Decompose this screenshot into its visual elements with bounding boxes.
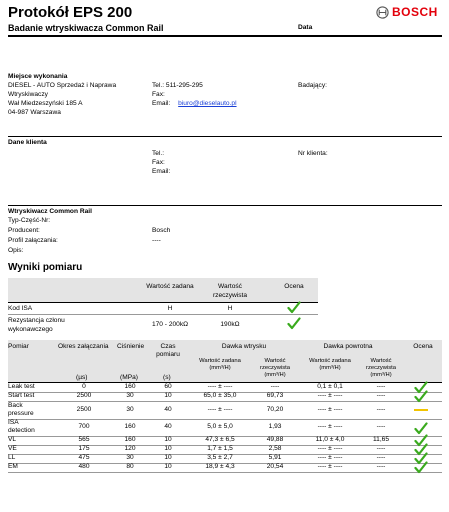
measure-cell-okres: 700 bbox=[78, 423, 90, 430]
header-divider bbox=[8, 35, 442, 37]
measure-cell-pwr: ---- bbox=[376, 392, 386, 399]
injector-type-label: Typ-Część-Nr: bbox=[8, 217, 51, 224]
measure-row-label: Start test bbox=[8, 392, 35, 399]
measure-cell-czas: 10 bbox=[164, 463, 172, 470]
measure-cell-okres: 175 bbox=[78, 445, 90, 452]
measure-cell-pwr: 11,65 bbox=[372, 436, 389, 443]
measure-cell-pwz: ---- ± ---- bbox=[317, 454, 343, 461]
company-city: 04-987 Warszawa bbox=[8, 109, 61, 116]
company-tel: Tel.: 511-295-295 bbox=[152, 82, 203, 89]
measure-h-pomiar: Pomiar bbox=[8, 343, 29, 350]
measure-cell-pwz: ---- ± ---- bbox=[317, 423, 343, 430]
measure-h-okres: Okres załączania bbox=[58, 343, 109, 350]
results-row-set: H bbox=[167, 305, 173, 312]
client-heading: Dane klienta bbox=[8, 139, 47, 146]
measure-row-divider bbox=[8, 419, 442, 420]
location-divider bbox=[8, 136, 442, 137]
measure-cell-cis: 160 bbox=[124, 383, 136, 390]
results-heading: Wyniki pomiaru bbox=[8, 262, 83, 273]
client-divider bbox=[8, 205, 442, 206]
page-subtitle: Badanie wtryskiwacza Common Rail bbox=[8, 23, 164, 33]
measure-row-label: Back bbox=[8, 402, 23, 409]
measure-cell-pwr: ---- bbox=[376, 406, 386, 413]
measure-cell-czas: 10 bbox=[164, 392, 172, 399]
measure-cell-pwz: ---- ± ---- bbox=[317, 392, 343, 399]
measure-h-wz bbox=[186, 358, 254, 372]
injector-profile-label: Profil załączania: bbox=[8, 237, 58, 244]
measure-h-dawka-powrotna: Dawka powrotna bbox=[323, 343, 373, 350]
rating-neutral-icon bbox=[414, 409, 428, 411]
measure-h-wr-3: (mm³/H) bbox=[264, 372, 286, 378]
measure-cell-cis: 160 bbox=[124, 423, 136, 430]
measure-cell-wr: 2,58 bbox=[268, 445, 282, 452]
results-row-divider bbox=[8, 314, 318, 315]
measure-cell-czas: 10 bbox=[164, 436, 172, 443]
injector-heading: Wtryskiwacz Common Rail bbox=[8, 208, 92, 215]
measure-h-wr bbox=[252, 358, 298, 379]
measure-h-pwr-1: Wartość bbox=[370, 358, 392, 364]
measure-u-okres: (µs) bbox=[76, 374, 88, 381]
results-row-label: wykonawczego bbox=[8, 326, 53, 333]
measure-cell-pwr: ---- bbox=[376, 445, 386, 452]
results-col-actual-2: rzeczywista bbox=[212, 292, 248, 299]
client-number-label: Nr klienta: bbox=[298, 150, 328, 157]
measure-cell-wz: 47,3 ± 6,5 bbox=[205, 436, 235, 443]
client-email: Email: bbox=[152, 168, 171, 175]
injector-producer-value: Bosch bbox=[152, 227, 171, 234]
injector-description-label: Opis: bbox=[8, 247, 24, 254]
company-fax: Fax: bbox=[152, 91, 165, 98]
measure-row-label: EM bbox=[8, 463, 18, 470]
measure-cell-czas: 40 bbox=[164, 406, 172, 413]
measure-cell-wz: 18,9 ± 4,3 bbox=[205, 463, 235, 470]
measure-row-label: LL bbox=[8, 454, 16, 461]
measure-cell-czas: 10 bbox=[164, 445, 172, 452]
measure-cell-okres: 565 bbox=[78, 436, 90, 443]
measure-cell-cis: 120 bbox=[124, 445, 136, 452]
measure-cell-wr: ---- bbox=[270, 383, 280, 390]
measure-cell-cis: 80 bbox=[126, 463, 134, 470]
measure-h-pwr-2: rzeczywista bbox=[366, 365, 396, 371]
measure-cell-czas: 60 bbox=[164, 383, 172, 390]
check-ok-icon bbox=[287, 301, 301, 314]
measure-cell-pwz: ---- ± ---- bbox=[317, 445, 343, 452]
email-link[interactable]: biuro@dieselauto.pl bbox=[178, 100, 237, 107]
bosch-armature-icon bbox=[376, 6, 389, 19]
results-col-rating: Ocena bbox=[284, 283, 304, 290]
measure-row-label: pressure bbox=[8, 410, 34, 417]
measure-cell-wr: 70,20 bbox=[266, 406, 284, 413]
measure-cell-cis: 30 bbox=[126, 454, 134, 461]
measure-cell-okres: 2500 bbox=[76, 406, 92, 413]
client-fax: Fax: bbox=[152, 159, 165, 166]
measure-cell-pwr: ---- bbox=[376, 454, 386, 461]
measure-cell-wr: 5,91 bbox=[268, 454, 282, 461]
measure-h-wz-1: Wartość zadana bbox=[199, 358, 241, 364]
measure-cell-okres: 2500 bbox=[76, 392, 92, 399]
injector-profile-value: ---- bbox=[152, 237, 161, 244]
measure-cell-wz: 5,0 ± 5,0 bbox=[207, 423, 233, 430]
client-tel: Tel.: bbox=[152, 150, 165, 157]
measure-h-wz-2: (mm³/H) bbox=[209, 365, 231, 371]
measure-cell-cis: 30 bbox=[126, 392, 134, 399]
measure-h-czas-2: pomiaru bbox=[156, 351, 180, 358]
results-row-label: Kod ISA bbox=[8, 305, 33, 312]
measure-h-pwr bbox=[358, 358, 404, 379]
company-email-row bbox=[152, 100, 237, 108]
measure-h-pwr-3: (mm³/H) bbox=[370, 372, 392, 378]
measure-cell-pwz: ---- ± ---- bbox=[317, 406, 343, 413]
measure-cell-pwz: 11,0 ± 4,0 bbox=[315, 436, 345, 443]
company-street: Wał Miedzeszyński 185 A bbox=[8, 100, 83, 107]
measure-cell-wr: 20,54 bbox=[266, 463, 284, 470]
check-ok-icon bbox=[414, 390, 428, 403]
measure-h-pwz bbox=[296, 358, 364, 372]
measure-h-pwz-2: (mm³/H) bbox=[319, 365, 341, 371]
page-title: Protokół EPS 200 bbox=[8, 4, 133, 21]
measure-h-ocena: Ocena bbox=[413, 343, 433, 350]
measure-h-czas-1: Czas bbox=[160, 343, 176, 350]
measure-cell-pwz: 0,1 ± 0,1 bbox=[317, 383, 343, 390]
measure-cell-pwr: ---- bbox=[376, 463, 386, 470]
brand-word: BOSCH bbox=[392, 5, 438, 19]
measure-row-label: Leak test bbox=[8, 383, 35, 390]
measure-h-dawka-wtrysku: Dawka wtrysku bbox=[221, 343, 267, 350]
measure-u-czas: (s) bbox=[163, 374, 171, 381]
measure-h-wr-2: rzeczywista bbox=[260, 365, 290, 371]
measure-row-divider bbox=[8, 401, 442, 402]
measure-cell-wr: 49,88 bbox=[266, 436, 284, 443]
measure-cell-cis: 30 bbox=[126, 406, 134, 413]
measure-cell-wz: 65,0 ± 35,0 bbox=[203, 392, 237, 399]
measure-cell-wz: 3,5 ± 2,7 bbox=[207, 454, 233, 461]
results-header-line bbox=[8, 302, 318, 303]
measure-h-pwz-1: Wartość zadana bbox=[309, 358, 351, 364]
measure-cell-okres: 0 bbox=[82, 383, 86, 390]
company-line2: Wtryskiwaczy bbox=[8, 91, 48, 98]
bosch-logo bbox=[376, 5, 438, 19]
measure-cell-pwr: ---- bbox=[376, 383, 386, 390]
measure-row-divider bbox=[8, 472, 442, 473]
results-col-actual-1: Wartość bbox=[218, 283, 242, 290]
measure-cell-czas: 10 bbox=[164, 454, 172, 461]
measure-cell-wz: ---- ± ---- bbox=[207, 406, 233, 413]
results-col-set: Wartość zadana bbox=[146, 283, 194, 290]
measure-cell-czas: 40 bbox=[164, 423, 172, 430]
inspector-label: Badający: bbox=[298, 82, 327, 89]
measure-cell-wr: 1,93 bbox=[268, 423, 282, 430]
measure-row-label: detection bbox=[8, 427, 35, 434]
measure-cell-pwz: ---- ± ---- bbox=[317, 463, 343, 470]
check-ok-icon bbox=[287, 317, 301, 330]
measure-h-cisnienie: Ciśnienie bbox=[117, 343, 145, 350]
measure-cell-okres: 480 bbox=[78, 463, 90, 470]
measure-cell-pwr: ---- bbox=[376, 423, 386, 430]
measure-row-label: VL bbox=[8, 436, 17, 443]
company-name: DIESEL - AUTO Sprzedaż i Naprawa bbox=[8, 82, 117, 89]
results-row-actual: 190kΩ bbox=[220, 321, 240, 328]
results-row-set: 170 - 200kΩ bbox=[151, 321, 189, 328]
measure-row-label: VE bbox=[8, 445, 17, 452]
results-row-actual: H bbox=[227, 305, 233, 312]
measure-h-wr-1: Wartość bbox=[264, 358, 286, 364]
measure-u-cisnienie: (MPa) bbox=[120, 374, 138, 381]
results-row-label: Rezystancja członu bbox=[8, 317, 65, 324]
injector-producer-label: Producent: bbox=[8, 227, 40, 234]
date-label: Data bbox=[298, 24, 313, 31]
measure-cell-wz: ---- ± ---- bbox=[207, 383, 233, 390]
check-ok-icon bbox=[414, 461, 428, 474]
measure-cell-wz: 1,7 ± 1,5 bbox=[207, 445, 233, 452]
measure-cell-wr: 69,73 bbox=[266, 392, 284, 399]
measure-cell-okres: 475 bbox=[78, 454, 90, 461]
email-label: Email: bbox=[152, 100, 171, 107]
location-heading: Miejsce wykonania bbox=[8, 73, 68, 80]
measure-cell-cis: 160 bbox=[124, 436, 136, 443]
measure-row-label: ISA bbox=[8, 419, 19, 426]
